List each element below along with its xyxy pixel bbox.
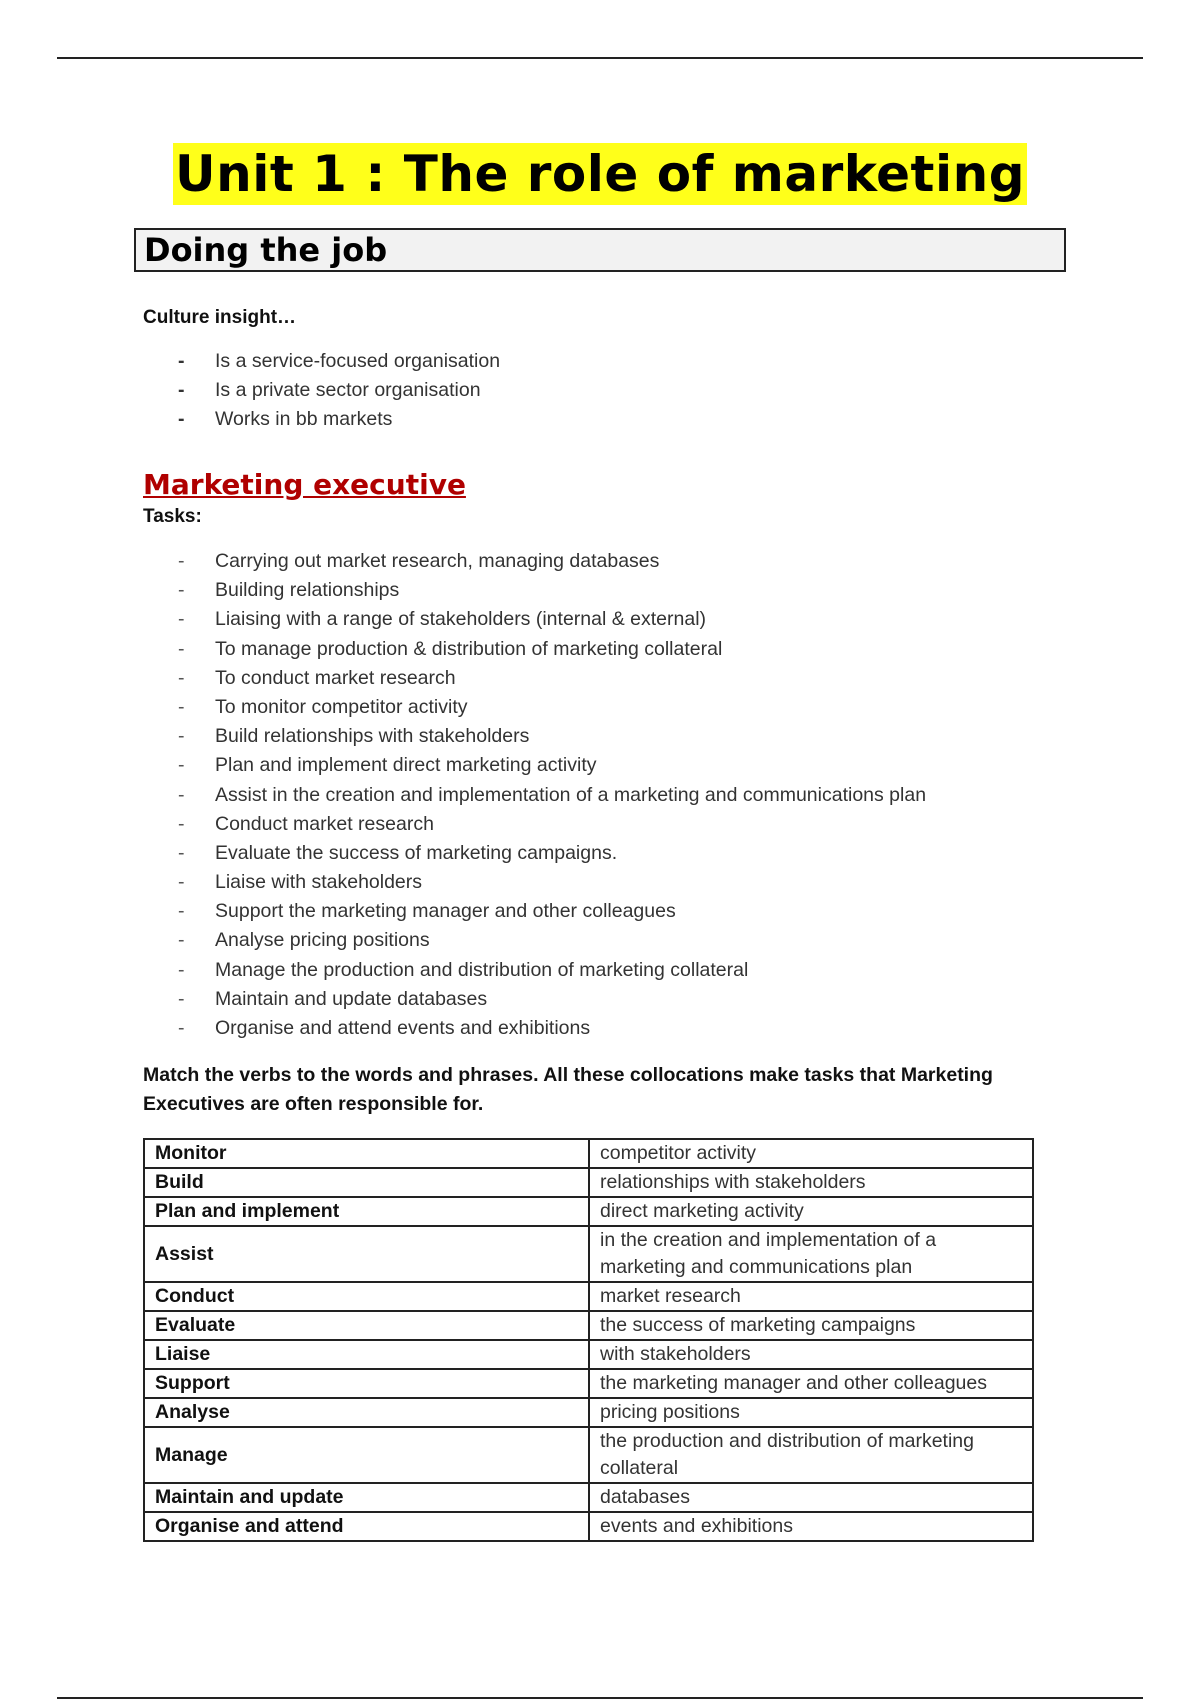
list-item [0,694,1200,723]
list-item [0,752,1200,781]
dash-marker: - [178,695,185,718]
list-item [0,348,1200,377]
section-heading: Doing the job [144,231,388,269]
verb-cell: Liaise [144,1340,589,1369]
list-item [0,577,1200,606]
verb-cell: Support [144,1369,589,1398]
dash-marker: - [178,408,185,430]
list-item [0,957,1200,986]
dash-marker: - [178,637,185,660]
dash-marker: - [178,900,185,923]
table-row [144,1427,1033,1483]
verb-cell: Conduct [144,1282,589,1311]
verb-cell: Monitor [144,1139,589,1168]
list-item [0,636,1200,665]
table-row [144,1139,1033,1168]
verb-cell: Organise and attend [144,1512,589,1541]
dash-marker: - [178,550,185,572]
list-item-text: Works in bb markets [215,408,393,430]
task-text: Liaising with a range of stakeholders (internal & external) [215,608,707,631]
title-container [0,143,1200,205]
phrase-cell: competitor activity [589,1139,1033,1168]
task-text: Carrying out market research, managing databases [215,550,660,572]
verb-cell: Manage [144,1427,589,1483]
verb-cell: Build [144,1168,589,1197]
list-item [0,406,1200,435]
phrase-cell: events and exhibitions [589,1512,1033,1541]
dash-marker: - [178,608,185,631]
phrase-cell: databases [589,1483,1033,1512]
verb-cell: Maintain and update [144,1483,589,1512]
list-item [0,811,1200,840]
task-text: To monitor competitor activity [215,695,468,718]
list-item [0,606,1200,635]
bottom-rule [57,1697,1143,1699]
task-text: Organise and attend events and exhibitions [215,1017,591,1039]
dash-marker: - [178,958,185,981]
dash-marker: - [178,666,185,689]
task-text: Build relationships with stakeholders [215,725,530,748]
phrase-cell: direct marketing activity [589,1197,1033,1226]
list-item [0,548,1200,577]
match-table [143,1138,1034,1542]
phrase-cell: the success of marketing campaigns [589,1311,1033,1340]
phrase-cell: the production and distribution of marketing collateral [589,1427,1033,1483]
page-title: Unit 1 : The role of marketing [175,145,1025,203]
phrase-cell: with stakeholders [589,1340,1033,1369]
task-text: Maintain and update databases [215,987,488,1010]
marketing-executive-heading: Marketing executive [143,468,466,501]
dash-marker: - [178,1017,185,1039]
culture-label: Culture insight… [143,307,297,328]
dash-marker: - [178,871,185,894]
verb-cell: Plan and implement [144,1197,589,1226]
table-row [144,1369,1033,1398]
table-row [144,1398,1033,1427]
task-text: Building relationships [215,579,400,602]
top-rule [57,57,1143,59]
table-row [144,1282,1033,1311]
dash-marker: - [178,350,185,372]
verb-cell: Evaluate [144,1311,589,1340]
verb-cell: Assist [144,1226,589,1282]
dash-marker: - [178,987,185,1010]
culture-list [0,348,1200,435]
dash-marker: - [178,812,185,835]
list-item [0,869,1200,898]
phrase-cell: relationships with stakeholders [589,1168,1033,1197]
match-instructions: Match the verbs to the words and phrases. All these collocations make tasks that Marketing Executives are often responsible for. [143,1064,993,1115]
list-item-text: Is a service-focused organisation [215,350,501,372]
list-item [0,782,1200,811]
list-item [0,1015,1200,1044]
task-text: Plan and implement direct marketing activity [215,754,597,777]
list-item [0,840,1200,869]
phrase-cell: market research [589,1282,1033,1311]
task-text: Conduct market research [215,812,434,835]
tasks-label: Tasks: [143,506,202,527]
verb-cell: Analyse [144,1398,589,1427]
list-item [0,723,1200,752]
list-item [0,927,1200,956]
table-row [144,1512,1033,1541]
phrase-cell: pricing positions [589,1398,1033,1427]
section-heading-box [134,228,1066,272]
dash-marker: - [178,379,185,401]
task-text: To manage production & distribution of marketing collateral [215,637,723,660]
task-text: Evaluate the success of marketing campaigns. [215,841,618,864]
table-row [144,1311,1033,1340]
phrase-cell: the marketing manager and other colleagues [589,1369,1033,1398]
task-text: Support the marketing manager and other colleagues [215,900,676,923]
task-text: To conduct market research [215,666,456,689]
task-text: Assist in the creation and implementation of a marketing and communications plan [215,783,927,806]
dash-marker: - [178,754,185,777]
phrase-cell: in the creation and implementation of a marketing and communications plan [589,1226,1033,1282]
dash-marker: - [178,725,185,748]
task-text: Manage the production and distribution of marketing collateral [215,958,749,981]
table-row [144,1168,1033,1197]
list-item-text: Is a private sector organisation [215,379,481,401]
list-item [0,377,1200,406]
table-row [144,1340,1033,1369]
tasks-list [0,548,1200,1044]
table-row [144,1226,1033,1282]
list-item [0,898,1200,927]
dash-marker: - [178,841,185,864]
table-row [144,1483,1033,1512]
dash-marker: - [178,929,185,952]
list-item [0,986,1200,1015]
dash-marker: - [178,783,185,806]
dash-marker: - [178,579,185,602]
task-text: Liaise with stakeholders [215,871,423,894]
task-text: Analyse pricing positions [215,929,430,952]
table-row [144,1197,1033,1226]
list-item [0,665,1200,694]
